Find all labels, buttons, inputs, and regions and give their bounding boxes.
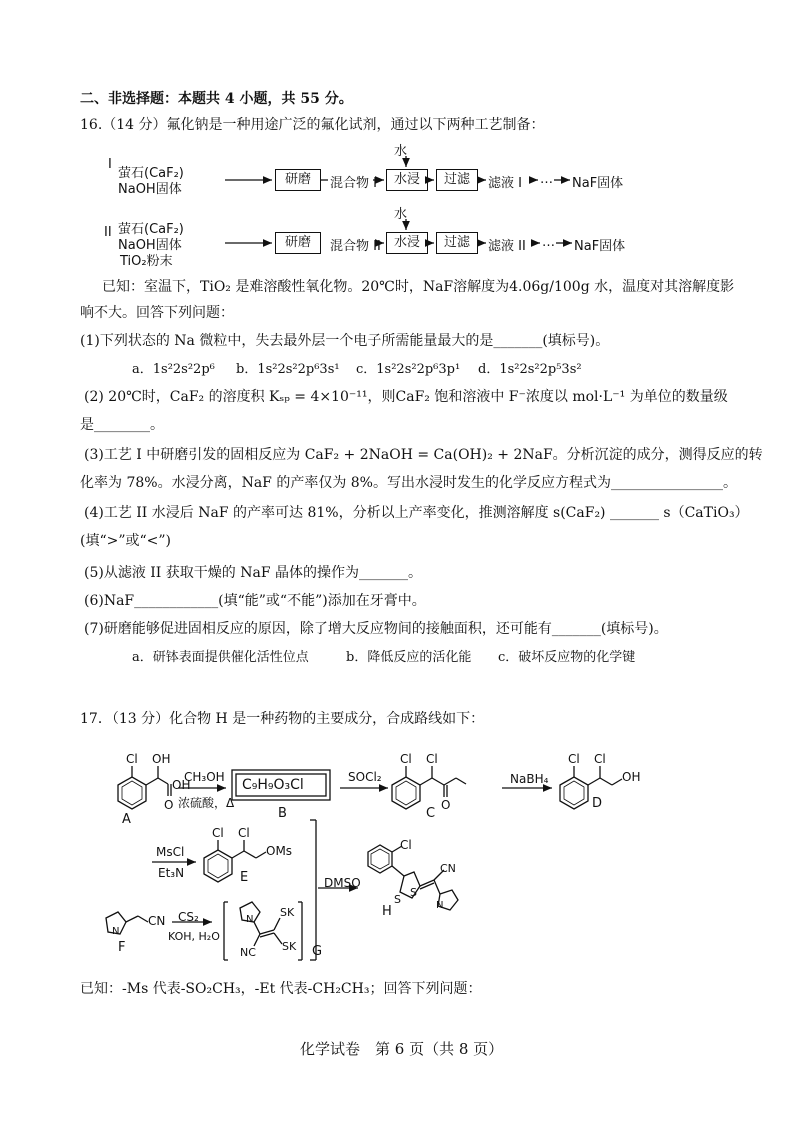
molecule-g-sk2-bond bbox=[274, 933, 282, 944]
flow1-input-caf2: 萤石(CaF₂) bbox=[118, 166, 184, 181]
q16-p7-option-c: c．破坏反应物的化学键 bbox=[498, 650, 636, 665]
d-cl2-label: Cl bbox=[594, 752, 606, 766]
q16-known-1: 已知：室温下，TiO₂ 是难溶酸性氧化物。20℃时，NaF溶解度为4.06g/100g 水，温度对其溶解度影 bbox=[102, 279, 735, 295]
molecule-h-ring-inner bbox=[371, 849, 389, 869]
h-s1-label: S bbox=[410, 886, 417, 899]
molecule-d-chain-1 bbox=[588, 778, 600, 785]
flow2-mixture: 混合物 II bbox=[330, 239, 381, 254]
c-o-label: O bbox=[441, 798, 451, 812]
molecule-a-ring-inner bbox=[122, 781, 142, 805]
flow1-filter-box: 过滤 bbox=[436, 169, 478, 191]
molecule-h-double-2 bbox=[420, 883, 434, 889]
reagent-h2so4: 浓硫酸，Δ bbox=[178, 796, 235, 810]
label-c: C bbox=[426, 806, 436, 821]
q16-part-2a: (2) 20℃时，CaF₂ 的溶度积 Kₛₚ = 4×10⁻¹¹，则CaF₂ 饱和溶液中 F⁻浓度以 mol·L⁻¹ 为单位的数量级 bbox=[84, 389, 728, 405]
q16-part-3a: (3)工艺 I 中研磨引发的固相反应为 CaF₂ + 2NaOH = Ca(OH)₂ + 2NaF。分析沉淀的成分，测得反应的转 bbox=[84, 447, 763, 463]
flow1-water: 水 bbox=[394, 144, 408, 159]
molecule-c-chain-2 bbox=[432, 778, 444, 785]
molecule-c-ring-inner bbox=[396, 781, 416, 805]
g-n-label: N bbox=[246, 914, 254, 925]
flow2-input-caf2: 萤石(CaF₂) bbox=[118, 222, 184, 237]
q16-part-5: (5)从滤液 II 获取干燥的 NaF 晶体的操作为_______。 bbox=[84, 565, 423, 581]
label-a: A bbox=[122, 812, 131, 827]
flow1-ellipsis: … bbox=[540, 172, 553, 187]
molecule-a-chain-2 bbox=[158, 778, 168, 784]
flow2-soak-box: 水浸 bbox=[386, 232, 428, 254]
molecule-e-chain-3 bbox=[256, 852, 266, 858]
a-o-label: O bbox=[164, 798, 174, 812]
flow2-water: 水 bbox=[394, 207, 408, 222]
flow2-product: NaF固体 bbox=[574, 239, 626, 254]
a-oh2-label: OH bbox=[172, 778, 191, 792]
flow1-soak-box: 水浸 bbox=[386, 169, 428, 191]
q16-title: 16.（14 分）氟化钠是一种用途广泛的氟化试剂，通过以下两种工艺制备： bbox=[80, 117, 545, 133]
a-cl-label: Cl bbox=[126, 752, 138, 766]
h-s2-label: S bbox=[394, 893, 401, 906]
c-cl-label: Cl bbox=[400, 752, 412, 766]
molecule-c-ester-o bbox=[444, 778, 456, 785]
molecule-d-ring-inner bbox=[564, 781, 584, 805]
molecule-g-sk1-bond bbox=[274, 918, 280, 930]
molecule-h-n-bond bbox=[434, 880, 440, 894]
formula-b: C₉H₉O₃Cl bbox=[242, 777, 304, 793]
molecule-e-chain-1 bbox=[232, 851, 244, 858]
flow1-grind-box: 研磨 bbox=[275, 169, 321, 191]
h-n-label: N bbox=[436, 900, 444, 911]
f-n-label: N bbox=[112, 926, 120, 937]
molecule-d-chain-2 bbox=[600, 778, 612, 785]
d-oh-label: OH bbox=[622, 770, 641, 784]
h-cn-label: CN bbox=[440, 862, 456, 875]
flow2-grind-box: 研磨 bbox=[275, 232, 321, 254]
d-cl-label: Cl bbox=[568, 752, 580, 766]
label-e: E bbox=[240, 870, 249, 885]
g-sk1-label: SK bbox=[280, 906, 295, 919]
q17-known: 已知：-Ms 代表-SO₂CH₃，-Et 代表-CH₂CH₃；回答下列问题： bbox=[80, 981, 482, 997]
reagent-ch3oh: CH₃OH bbox=[184, 770, 225, 784]
section-heading: 二、非选择题：本题共 4 小题，共 55 分。 bbox=[80, 91, 353, 107]
molecule-h-link bbox=[392, 866, 404, 876]
reagent-nabh4: NaBH₄ bbox=[510, 772, 549, 786]
label-g: G bbox=[312, 944, 323, 959]
flow1-roman: I bbox=[108, 157, 112, 172]
reagent-dmso: DMSO bbox=[324, 876, 361, 890]
molecule-e-ring-inner bbox=[208, 854, 228, 878]
flow1-filtrate: 滤液 I bbox=[488, 176, 522, 191]
a-oh-label: OH bbox=[152, 752, 171, 766]
c-cl2-label: Cl bbox=[426, 752, 438, 766]
molecule-e-chain-2 bbox=[244, 851, 256, 858]
label-b: B bbox=[278, 806, 287, 821]
molecule-a-chain-1 bbox=[146, 778, 158, 785]
q16-part-4b: (填“>”或“<”) bbox=[80, 533, 172, 549]
q17-title: 17．（13 分）化合物 H 是一种药物的主要成分，合成路线如下： bbox=[80, 711, 485, 727]
molecule-f-ch2 bbox=[126, 916, 138, 922]
molecule-c-methyl bbox=[456, 778, 466, 784]
q16-p1-option-d: d．1s²2s²2p⁵3s² bbox=[478, 362, 582, 377]
molecule-d-chain-3 bbox=[612, 779, 622, 785]
label-h: H bbox=[382, 904, 392, 919]
e-oms-label: OMs bbox=[266, 844, 293, 858]
label-f: F bbox=[118, 940, 126, 955]
molecule-c-chain-1 bbox=[420, 778, 432, 785]
q16-part-4a: (4)工艺 II 水浸后 NaF 的产率可达 81%，分析以上产率变化，推测溶解度 s(CaF₂) _______ s（CaTiO₃） bbox=[84, 505, 749, 521]
reagent-cs2: CS₂ bbox=[178, 910, 199, 924]
flow1-mixture: 混合物 I bbox=[330, 176, 377, 191]
flow1-input-naoh: NaOH固体 bbox=[118, 182, 182, 197]
flow2-roman: II bbox=[104, 225, 112, 240]
e-cl-label: Cl bbox=[212, 826, 224, 840]
q16-part-3b: 化率为 78%。水浸分离，NaF 的产率仅为 8%。写出水浸时发生的化学反应方程式为________________。 bbox=[80, 475, 737, 491]
flow2-ellipsis: … bbox=[542, 235, 555, 250]
flow2-input-tio2: TiO₂粉末 bbox=[120, 254, 173, 269]
q16-p1-option-c: c．1s²2s²2p⁶3p¹ bbox=[356, 362, 461, 377]
molecule-f-cn-bond bbox=[138, 916, 148, 922]
flow2-filter-box: 过滤 bbox=[436, 232, 478, 254]
reagent-koh: KOH, H₂O bbox=[168, 930, 220, 943]
f-cn-label: CN bbox=[148, 914, 166, 928]
q16-part-6: (6)NaF____________(填“能”或“不能”)添加在牙膏中。 bbox=[84, 593, 426, 609]
g-sk2-label: SK bbox=[282, 940, 297, 953]
label-d: D bbox=[592, 796, 603, 811]
q16-p7-option-b: b．降低反应的活化能 bbox=[346, 650, 472, 665]
e-cl2-label: Cl bbox=[238, 826, 250, 840]
flow1-product: NaF固体 bbox=[572, 176, 624, 191]
q16-part-2b: 是________。 bbox=[80, 417, 164, 433]
q16-part-1: (1)下列状态的 Na 微粒中，失去最外层一个电子所需能量最大的是_______(填标号)。 bbox=[80, 333, 610, 349]
molecule-h-double-1 bbox=[420, 880, 434, 886]
flow2-input-naoh: NaOH固体 bbox=[118, 238, 182, 253]
flow2-filtrate: 滤液 II bbox=[488, 239, 526, 254]
reagent-socl2: SOCl₂ bbox=[348, 770, 382, 784]
g-nc-label: NC bbox=[240, 946, 256, 959]
q16-part-7: (7)研磨能够促进固相反应的原因，除了增大反应物间的接触面积，还可能有_______(填标号)。 bbox=[84, 621, 668, 637]
reagent-et3n: Et₃N bbox=[158, 866, 185, 880]
molecule-g-cn-bond bbox=[254, 934, 260, 946]
reagent-mscl: MsCl bbox=[156, 845, 185, 859]
molecule-g-n-bond bbox=[254, 922, 260, 934]
q16-p7-option-a: a．研钵表面提供催化活性位点 bbox=[132, 650, 309, 665]
q16-p1-option-a: a．1s²2s²2p⁶ bbox=[132, 362, 215, 377]
q16-p1-option-b: b．1s²2s²2p⁶3s¹ bbox=[236, 362, 340, 377]
h-cl-label: Cl bbox=[400, 838, 412, 852]
q16-known-2: 响不大。回答下列问题： bbox=[80, 305, 234, 321]
page-footer: 化学试卷 第 6 页（共 8 页） bbox=[300, 1040, 504, 1058]
